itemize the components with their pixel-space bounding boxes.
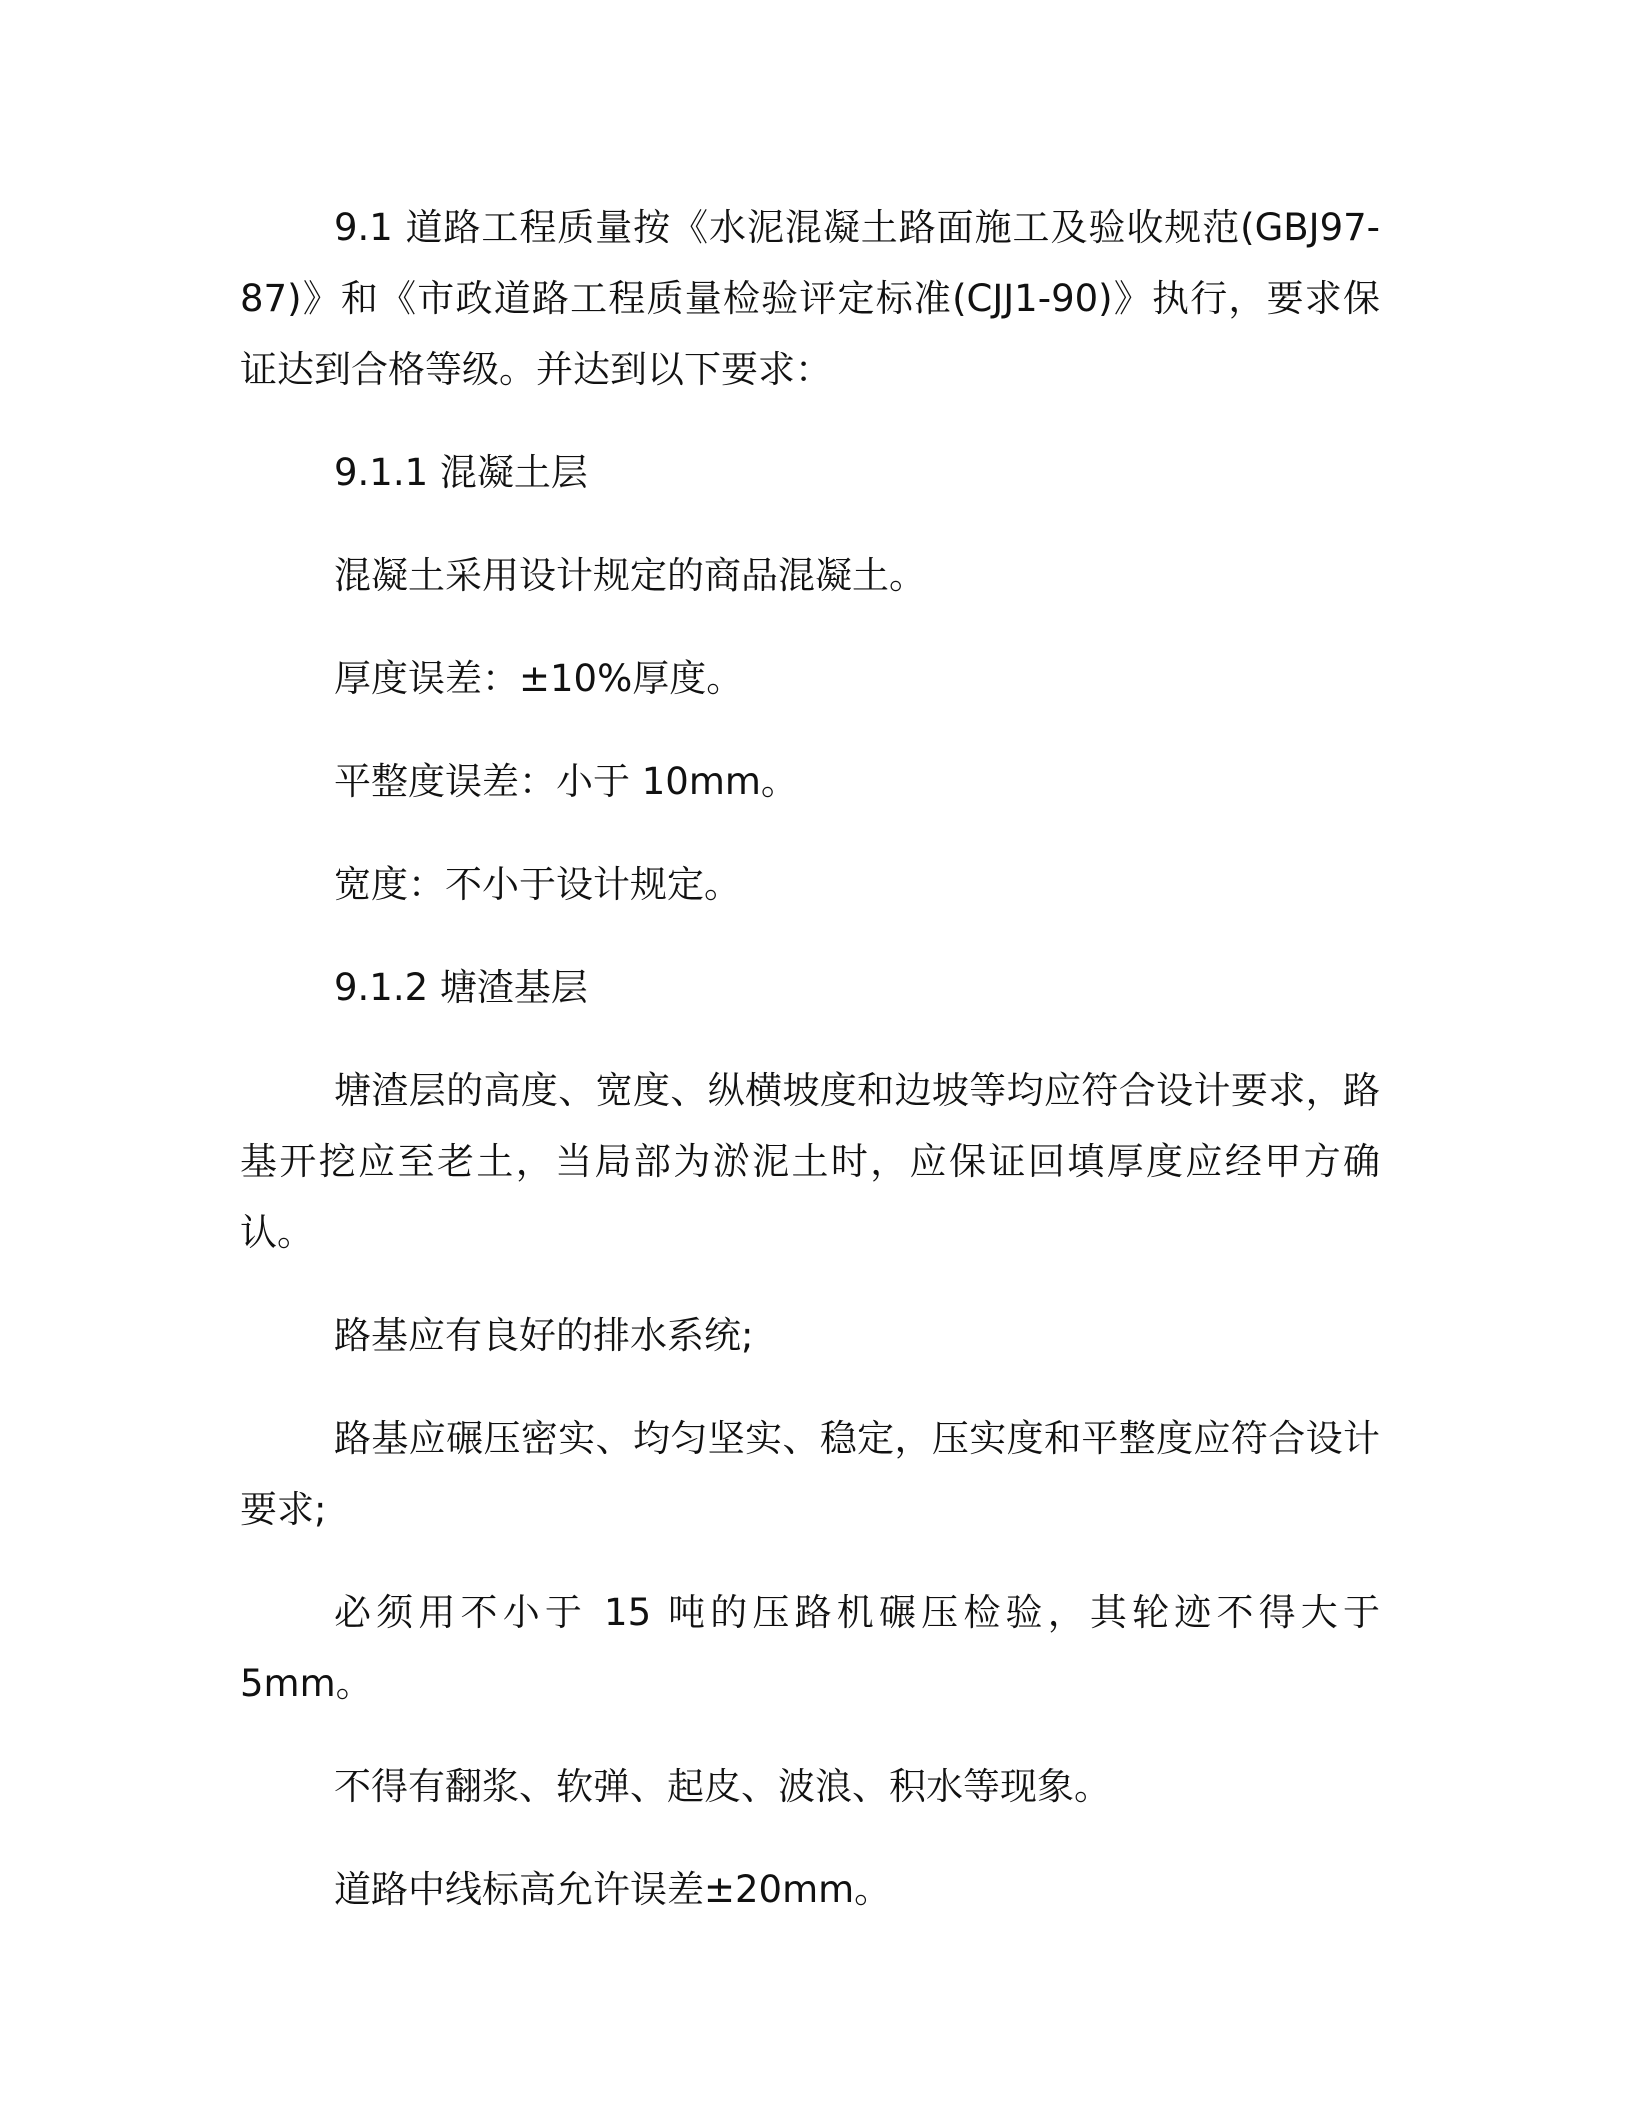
paragraph-compaction: 路基应碾压密实、均匀坚实、稳定，压实度和平整度应符合设计要求;	[240, 1417, 1380, 1531]
paragraph-flatness-tolerance: 平整度误差：小于 10mm。	[334, 760, 798, 803]
paragraph-defects: 不得有翻浆、软弹、起皮、波浪、积水等现象。	[334, 1765, 1111, 1808]
paragraph-drainage: 路基应有良好的排水系统;	[334, 1314, 754, 1357]
document-body	[240, 192, 1380, 1957]
paragraph-width-requirement: 宽度：不小于设计规定。	[334, 863, 741, 906]
paragraph-quality-standard: 9.1 道路工程质量按《水泥混凝土路面施工及验收规范(GBJ97-87)》和《市政道路工程质量检验评定标准(CJJ1-90)》执行，要求保证达到合格等级。并达到以下要求：	[240, 206, 1380, 391]
paragraph-concrete-spec: 混凝土采用设计规定的商品混凝土。	[334, 554, 926, 597]
paragraph-gravel-requirements: 塘渣层的高度、宽度、纵横坡度和边坡等均应符合设计要求，路基开挖应至老土，当局部为淤泥土时，应保证回填厚度应经甲方确认。	[240, 1069, 1380, 1254]
paragraph-thickness-tolerance: 厚度误差：±10%厚度。	[334, 657, 744, 700]
paragraph-roller-test: 必须用不小于 15 吨的压路机碾压检验，其轮迹不得大于 5mm。	[240, 1591, 1380, 1705]
heading-gravel-base: 9.1.2 塘渣基层	[334, 966, 588, 1009]
paragraph-centerline-elevation: 道路中线标高允许误差±20mm。	[334, 1868, 892, 1911]
heading-concrete-layer: 9.1.1 混凝土层	[334, 451, 588, 494]
